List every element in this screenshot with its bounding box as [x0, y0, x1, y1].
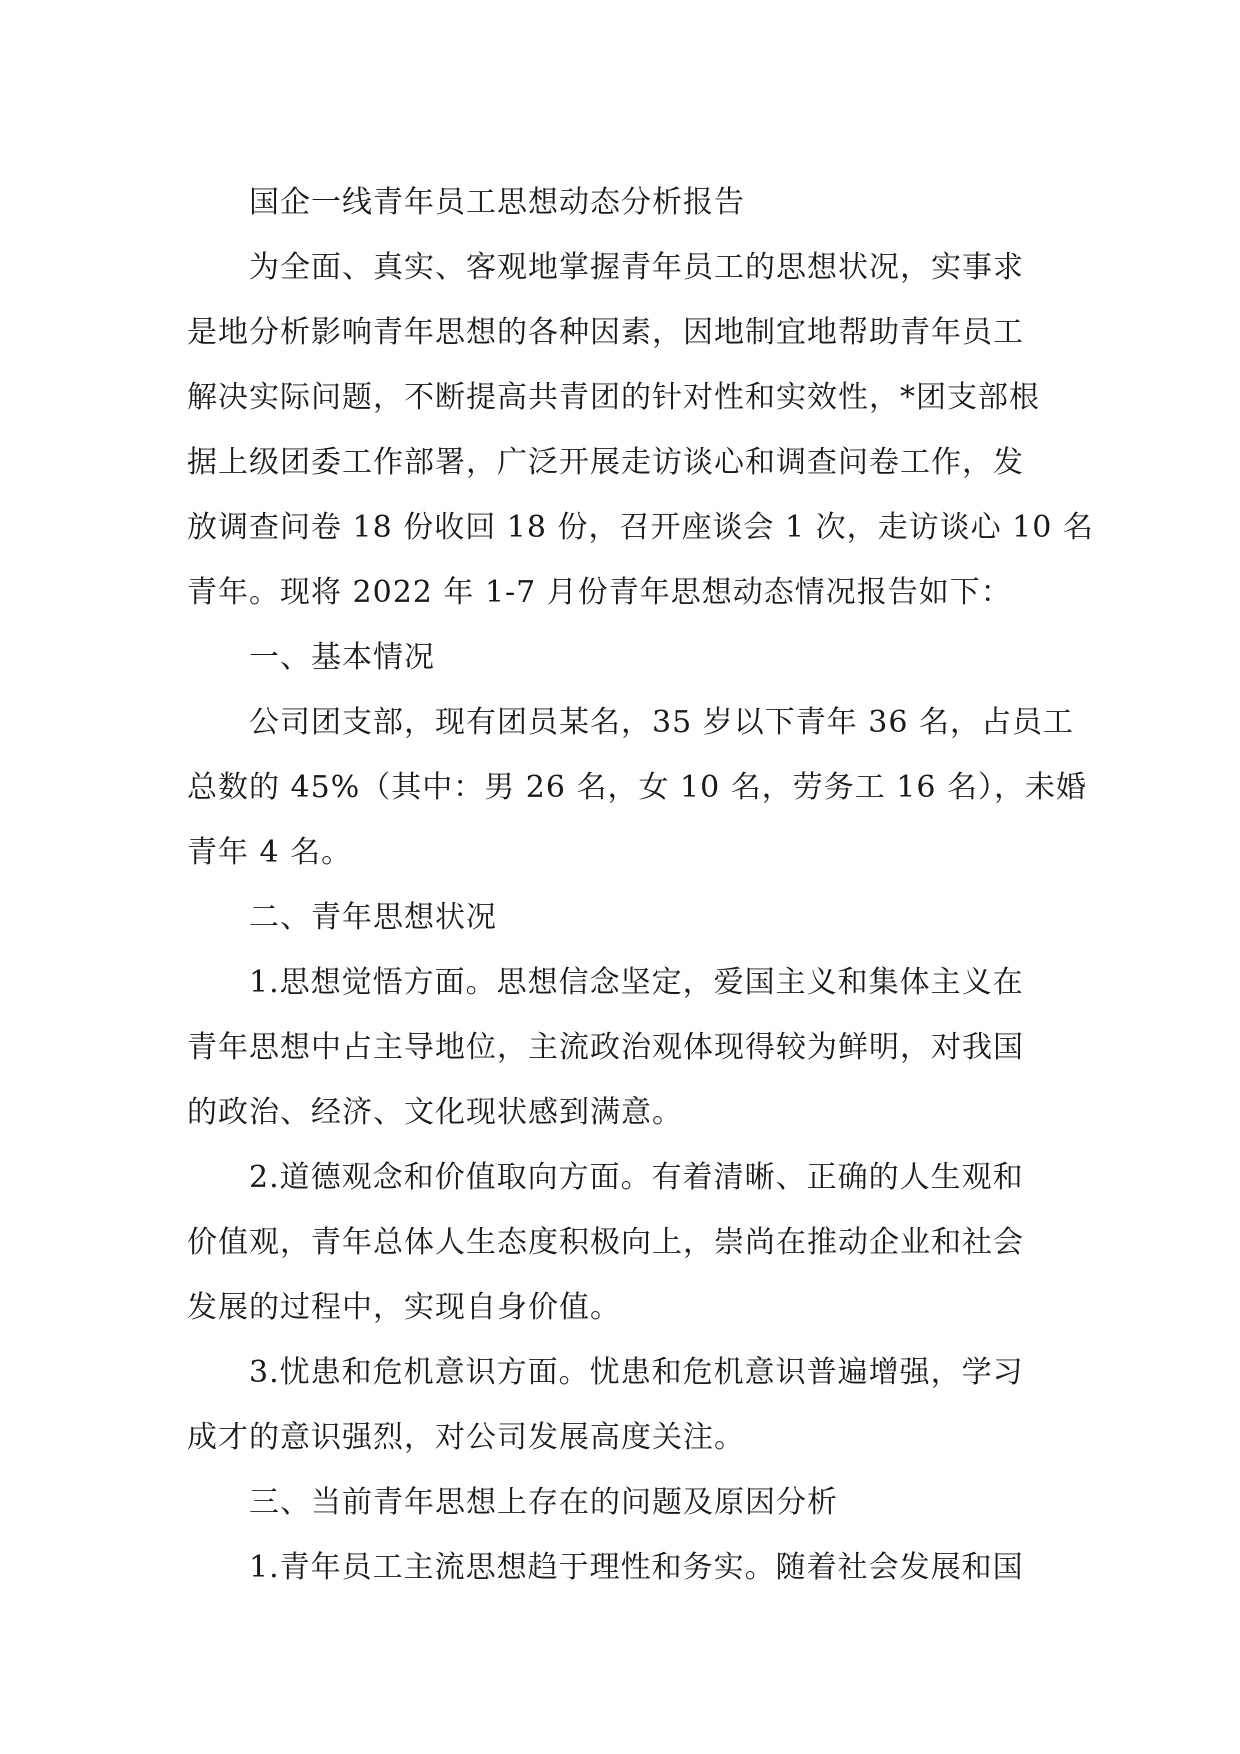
paragraph-line: 成才的意识强烈，对公司发展高度关注。 [187, 1420, 745, 1455]
thought-item-3 [187, 1340, 1053, 1470]
paragraph-line: 公司团支部，现有团员某名，35 岁以下青年 36 名，占员工 [249, 705, 1074, 740]
paragraph-line: 的政治、经济、文化现状感到满意。 [187, 1095, 683, 1130]
paragraph-line: 2.道德观念和价值取向方面。有着清晰、正确的人生观和 [249, 1160, 1024, 1195]
section-heading-problems: 三、当前青年思想上存在的问题及原因分析 [249, 1485, 838, 1520]
paragraph-line: 3.忧患和危机意识方面。忧患和危机意识普遍增强，学习 [249, 1355, 1024, 1390]
paragraph-line: 青年。现将 2022 年 1-7 月份青年思想动态情况报告如下： [187, 575, 1012, 610]
paragraph-line: 是地分析影响青年思想的各种因素，因地制宜地帮助青年员工 [187, 315, 1024, 350]
basic-info-paragraph [187, 690, 1087, 885]
paragraph-line: 发展的过程中，实现自身价值。 [187, 1290, 621, 1325]
paragraph-line: 据上级团委工作部署，广泛开展走访谈心和调查问卷工作，发 [187, 445, 1024, 480]
problem-item-1 [187, 1535, 1053, 1600]
paragraph-line: 青年 4 名。 [187, 835, 353, 870]
thought-item-2 [187, 1145, 1053, 1340]
thought-item-1 [187, 950, 1053, 1145]
section-heading-thought: 二、青年思想状况 [249, 900, 497, 935]
paragraph-line: 放调查问卷 18 份收回 18 份，召开座谈会 1 次，走访谈心 10 名 [187, 510, 1094, 545]
paragraph-line: 青年思想中占主导地位，主流政治观体现得较为鲜明，对我国 [187, 1030, 1024, 1065]
paragraph-line: 价值观，青年总体人生态度积极向上，崇尚在推动企业和社会 [187, 1225, 1024, 1260]
section-heading-basic: 一、基本情况 [249, 640, 435, 675]
paragraph-line: 为全面、真实、客观地掌握青年员工的思想状况，实事求 [249, 250, 1024, 285]
document-page [187, 170, 1094, 1600]
intro-paragraph [187, 235, 1094, 625]
paragraph-line: 1.思想觉悟方面。思想信念坚定，爱国主义和集体主义在 [249, 965, 1024, 1000]
document-title: 国企一线青年员工思想动态分析报告 [249, 185, 745, 220]
paragraph-line: 总数的 45%（其中：男 26 名，女 10 名，劳务工 16 名），未婚 [187, 770, 1087, 805]
paragraph-line: 解决实际问题，不断提高共青团的针对性和实效性，*团支部根 [187, 380, 1040, 415]
paragraph-line: 1.青年员工主流思想趋于理性和务实。随着社会发展和国 [249, 1550, 1024, 1585]
